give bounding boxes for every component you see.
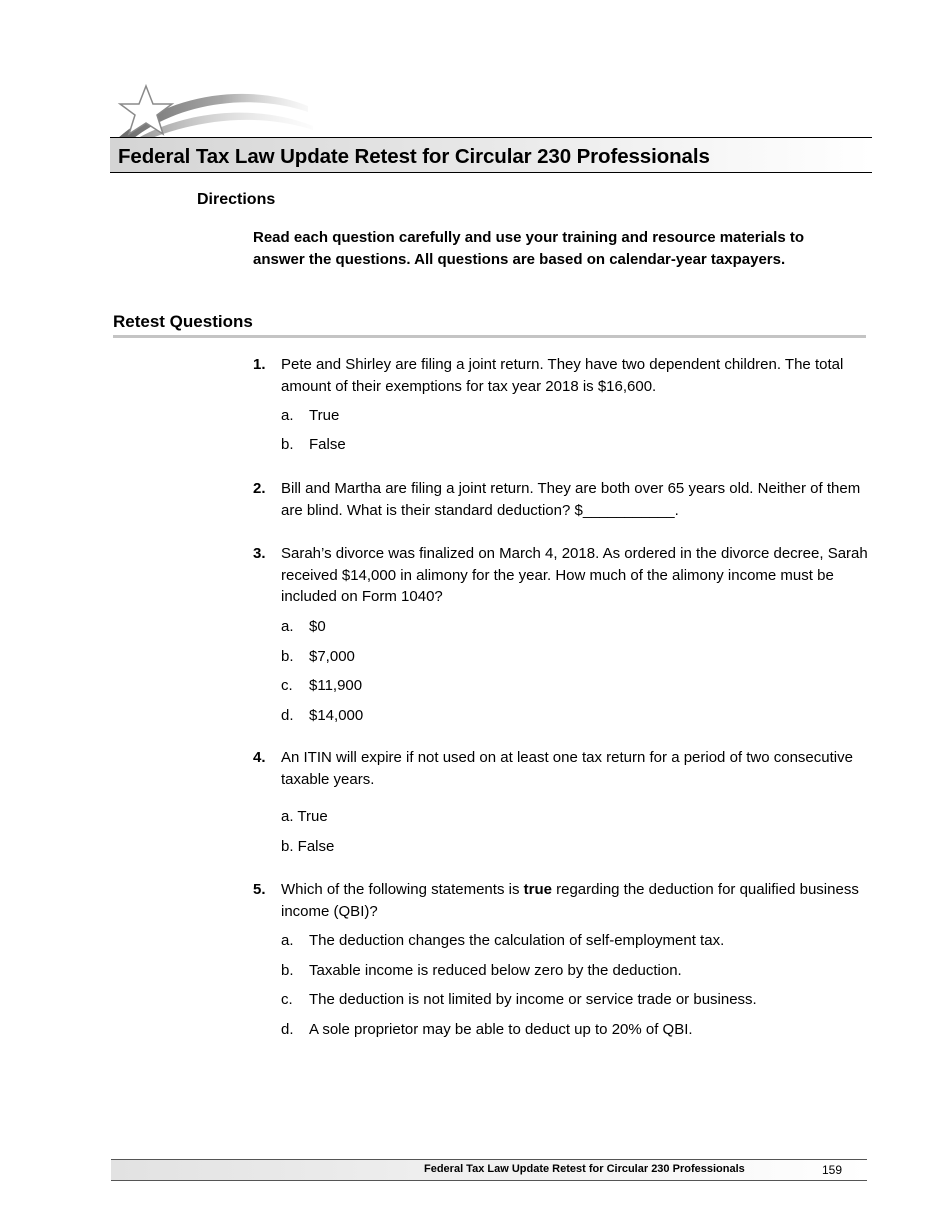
directions-heading: Directions — [197, 191, 276, 208]
option-letter: b. — [281, 962, 294, 979]
option-letter: a. — [281, 618, 294, 635]
option-letter: c. — [281, 677, 293, 694]
answer-option[interactable] — [281, 989, 757, 1011]
section-divider — [113, 335, 866, 338]
option-letter: b. — [281, 648, 294, 665]
page-footer — [111, 1159, 867, 1181]
question-5 — [253, 879, 868, 1038]
option-letter: a. — [281, 932, 294, 949]
answer-option[interactable] — [281, 675, 362, 697]
option-letter: a. — [281, 407, 294, 424]
question-text-emphasis: true — [523, 881, 552, 898]
question-number: 3. — [253, 545, 266, 562]
question-4 — [253, 747, 868, 855]
question-text: Sarah’s divorce was finalized on March 4, 2018. As ordered in the divorce decree, Sarah received $14,000 in alimony for the year. How much of the alimony income must be included on Form 1040? — [281, 545, 868, 605]
question-text: Bill and Martha are filing a joint return. They are both over 65 years old. Neither of them are blind. What is their standard deduction? $___________. — [281, 480, 861, 519]
option-text: $7,000 — [309, 648, 355, 665]
option-text: $14,000 — [309, 707, 364, 724]
footer-title: Federal Tax Law Update Retest for Circular 230 Professionals — [424, 1163, 745, 1175]
option-letter: d. — [281, 1021, 294, 1038]
question-number: 5. — [253, 881, 266, 898]
option-text: The deduction changes the calculation of self-employment tax. — [309, 932, 725, 949]
answer-option[interactable] — [281, 616, 326, 638]
page-number: 159 — [822, 1163, 843, 1177]
option-letter: b. — [281, 436, 294, 453]
directions-text: Read each question carefully and use your training and resource materials to answer the questions. All questions are based on calendar-year taxpayers. — [253, 229, 804, 268]
question-2 — [253, 478, 868, 521]
option-letter: c. — [281, 991, 293, 1008]
answer-option[interactable] — [281, 705, 363, 727]
answer-option[interactable] — [281, 405, 339, 427]
star-swoosh-logo — [108, 82, 318, 142]
option-letter: d. — [281, 707, 294, 724]
answer-option[interactable] — [281, 960, 682, 982]
option-text: True — [309, 407, 340, 424]
question-text: Pete and Shirley are filing a joint return. They have two dependent children. The total amount of their exemptions for tax year 2018 is $16,600. — [281, 356, 844, 395]
option-text: $11,900 — [309, 677, 363, 694]
question-text — [281, 879, 868, 922]
document-title-bar — [110, 137, 872, 173]
question-text: An ITIN will expire if not used on at least one tax return for a period of two consecutive taxable years. — [281, 749, 853, 788]
answer-option[interactable] — [281, 1019, 693, 1041]
answer-option[interactable] — [281, 434, 346, 456]
answer-option[interactable]: b. False — [281, 838, 335, 855]
retest-questions-heading: Retest Questions — [113, 312, 253, 331]
document-title: Federal Tax Law Update Retest for Circular 230 Professionals — [118, 145, 710, 168]
option-text: $0 — [309, 618, 326, 635]
question-1 — [253, 354, 868, 453]
question-number: 2. — [253, 480, 266, 497]
question-text-part: regarding the deduction for qualified business income (QBI)? — [281, 881, 859, 920]
question-text-part: Which of the following statements is — [281, 881, 524, 898]
answer-option[interactable] — [281, 930, 724, 952]
option-text: The deduction is not limited by income or service trade or business. — [309, 991, 757, 1008]
question-3 — [253, 543, 868, 724]
question-number: 1. — [253, 356, 266, 373]
option-text: Taxable income is reduced below zero by the deduction. — [309, 962, 682, 979]
question-number: 4. — [253, 749, 266, 766]
option-text: False — [309, 436, 346, 453]
answer-option[interactable] — [281, 646, 355, 668]
answer-option[interactable]: a. True — [281, 808, 328, 825]
option-text: A sole proprietor may be able to deduct up to 20% of QBI. — [309, 1021, 693, 1038]
